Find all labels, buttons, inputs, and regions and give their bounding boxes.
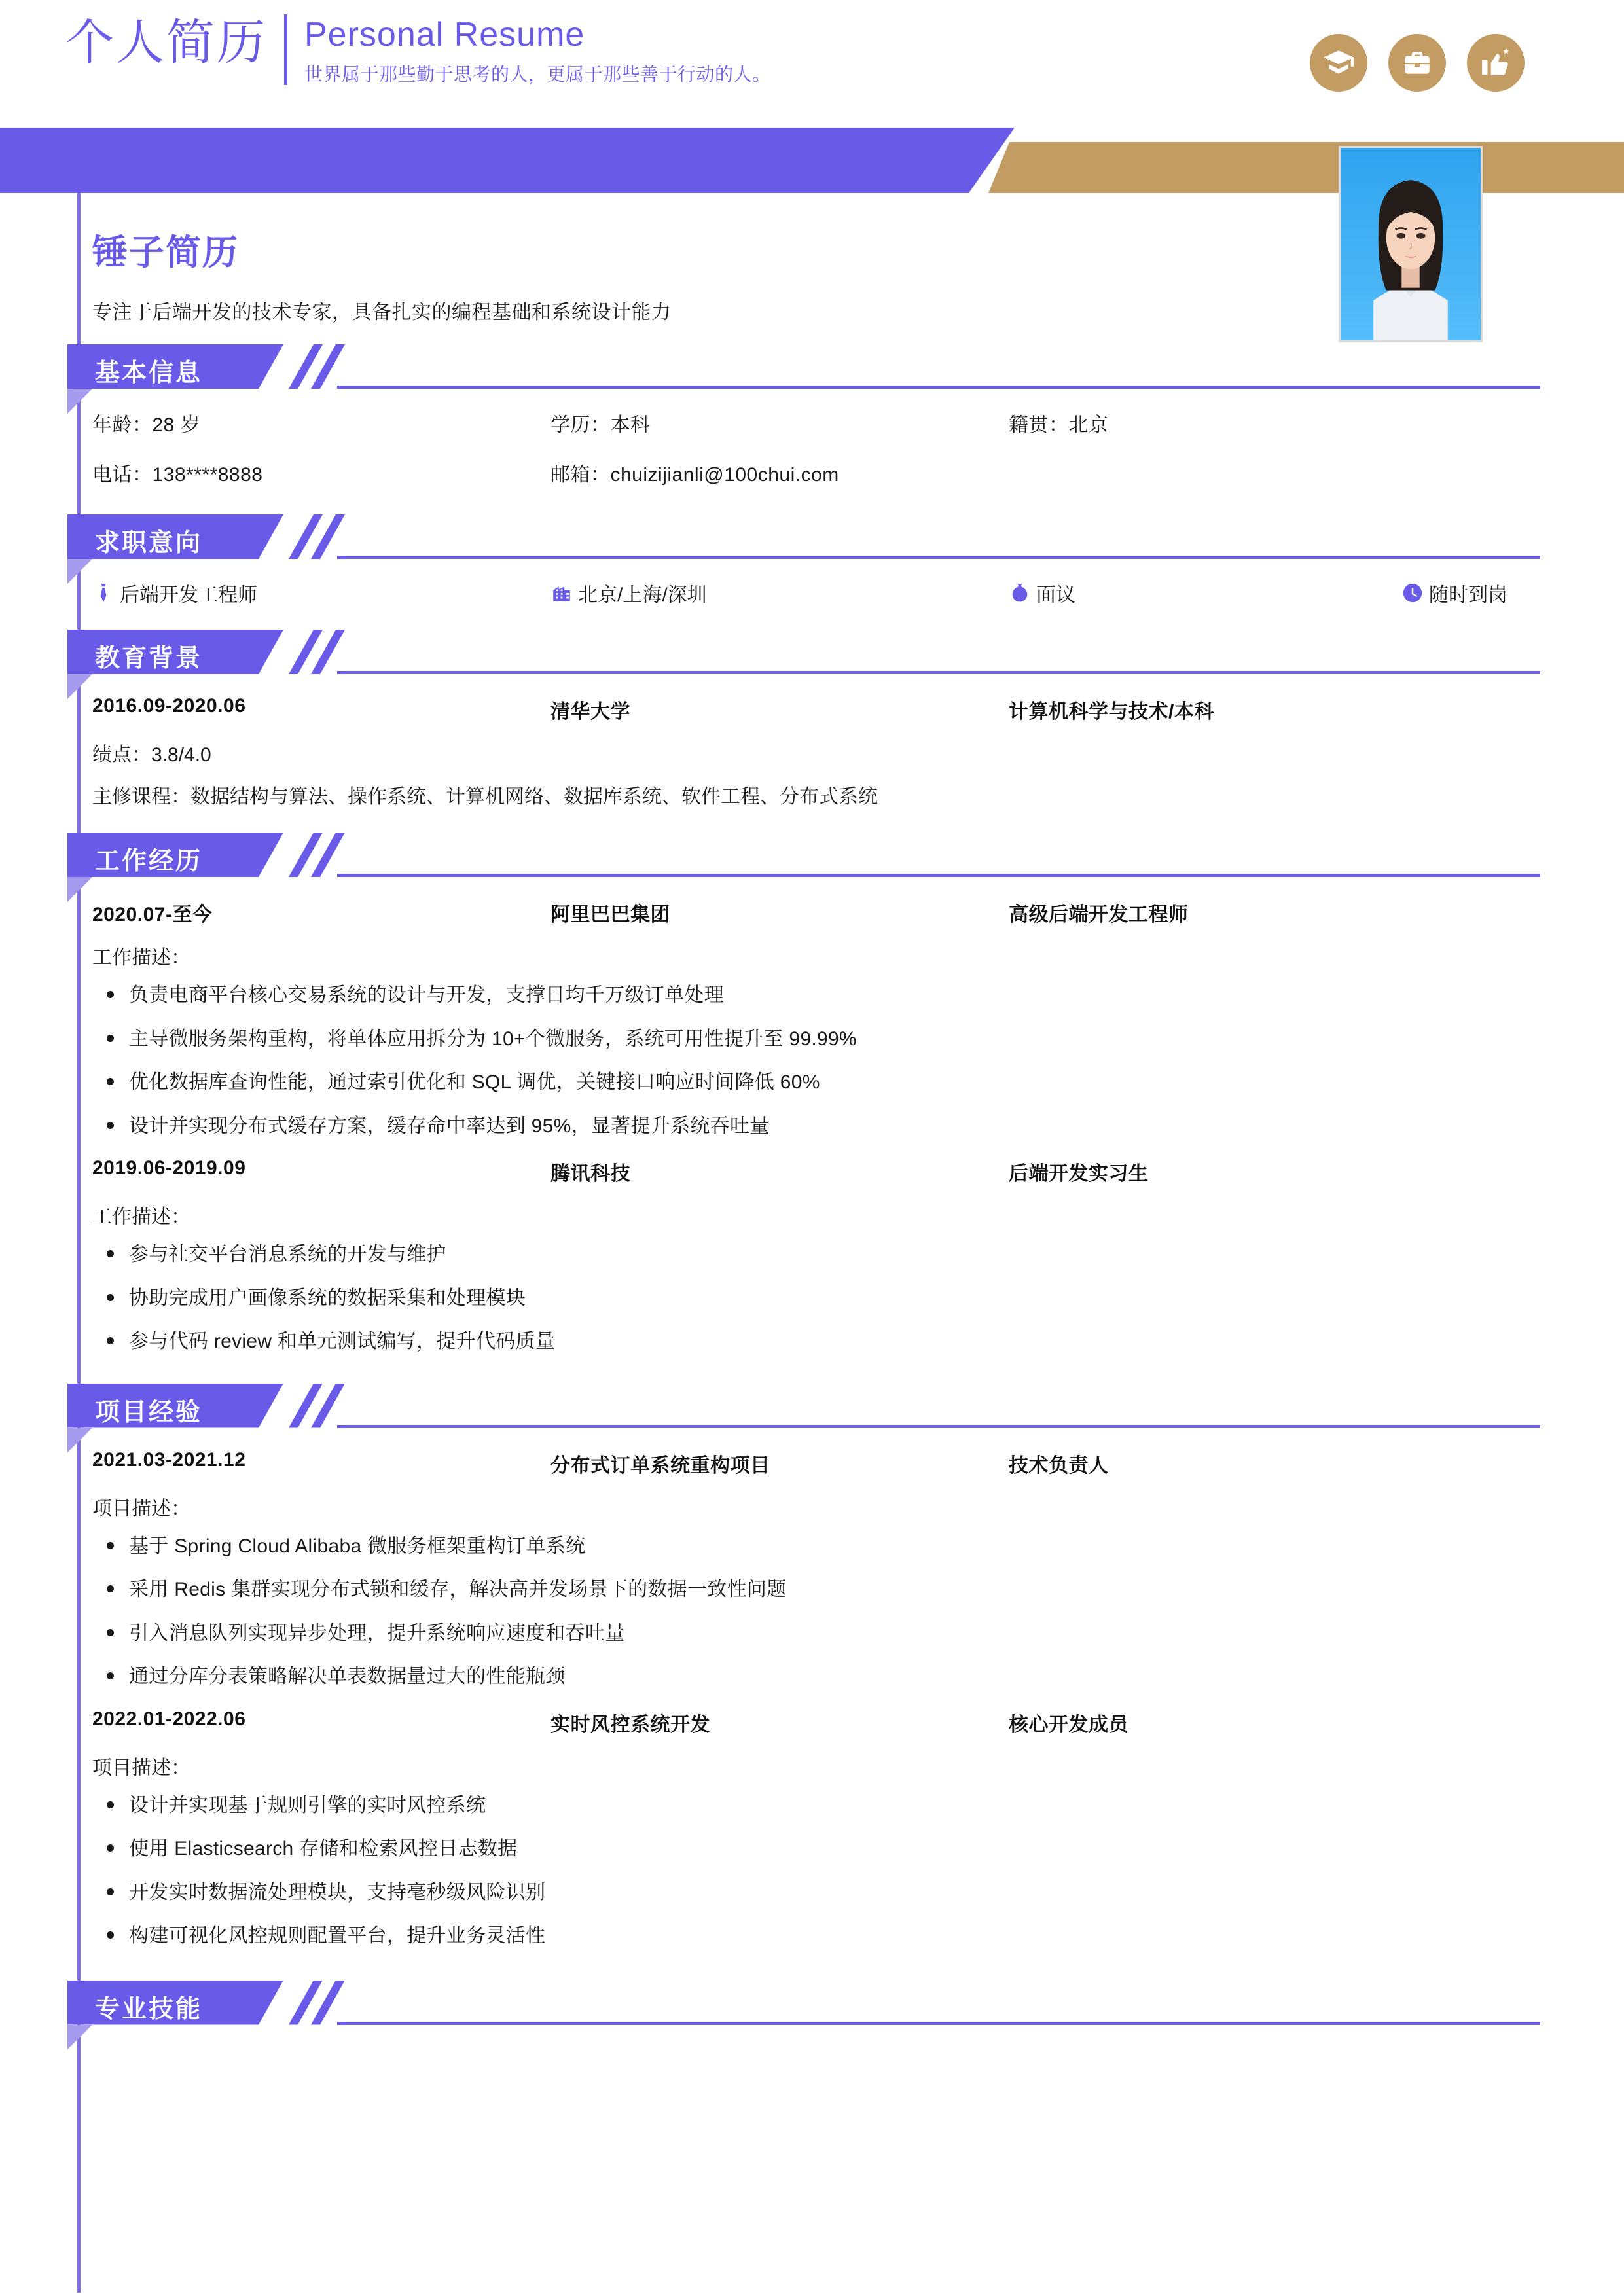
- work-bullet-list: [92, 1233, 1540, 1364]
- briefcase-icon: [1388, 34, 1446, 92]
- section-job-intent: [81, 514, 1540, 610]
- list-item: 通过分库分表策略解决单表数据量过大的性能瓶颈: [92, 1655, 1540, 1699]
- section-project-experience: [81, 1384, 1540, 1958]
- list-item: 基于 Spring Cloud Alibaba 微服务框架重构订单系统: [92, 1525, 1540, 1569]
- list-item: 引入消息队列实现异步处理，提升系统响应速度和吞吐量: [92, 1612, 1540, 1656]
- content-column: [81, 193, 1540, 2025]
- job-intent-availability: [1401, 579, 1507, 607]
- section-title: 工作经历: [95, 848, 203, 875]
- job-intent-salary: [1009, 579, 1401, 607]
- basic-info-age: 年龄：28 岁: [92, 414, 201, 436]
- work-company: 腾讯科技: [550, 1163, 630, 1185]
- section-work-experience: [81, 833, 1540, 1364]
- section-title: 专业技能: [95, 1995, 203, 2023]
- job-intent-position-label: 后端开发工程师: [120, 584, 257, 606]
- list-item: 协助完成用户画像系统的数据采集和处理模块: [92, 1277, 1540, 1321]
- avatar: [1339, 146, 1483, 342]
- list-item: 负责电商平台核心交易系统的设计与开发，支撑日均千万级订单处理: [92, 974, 1540, 1018]
- project-role: 核心开发成员: [1009, 1713, 1128, 1736]
- education-major: 计算机科学与技术/本科: [1009, 701, 1214, 723]
- section-rule: [337, 386, 1540, 389]
- profile-header: [81, 193, 1540, 325]
- project-role: 技术负责人: [1009, 1454, 1109, 1477]
- job-intent-salary-label: 面议: [1036, 584, 1075, 606]
- list-item: 设计并实现基于规则引擎的实时风控系统: [92, 1784, 1540, 1828]
- section-title: 求职意向: [95, 529, 203, 557]
- project-entry-header: [92, 1699, 1540, 1742]
- section-rule: [337, 556, 1540, 559]
- masthead-title-en: Personal Resume: [304, 16, 585, 54]
- masthead-subtitle: 世界属于那些勤于思考的人，更属于那些善于行动的人。: [304, 63, 771, 84]
- list-item: 参与代码 review 和单元测试编写，提升代码质量: [92, 1320, 1540, 1364]
- building-icon: [550, 582, 573, 604]
- section-body: [81, 1428, 1540, 1958]
- project-name: 分布式订单系统重构项目: [550, 1454, 770, 1477]
- project-bullet-list: [92, 1784, 1540, 1958]
- job-intent-row: [92, 571, 1540, 610]
- masthead-title-group: [65, 14, 771, 86]
- section-body: [81, 674, 1540, 813]
- education-school: 清华大学: [550, 701, 630, 723]
- masthead-divider: [284, 14, 287, 85]
- profile-name: 锤子简历: [92, 233, 239, 272]
- section-basic-info: [81, 344, 1540, 495]
- project-date: 2022.01-2022.06: [92, 1708, 246, 1730]
- basic-info-degree: 学历：本科: [550, 414, 651, 436]
- project-name: 实时风控系统开发: [550, 1713, 710, 1736]
- section-header: [81, 514, 1540, 559]
- project-desc-label: 项目描述：: [92, 1757, 190, 1779]
- necktie-icon: [92, 582, 115, 604]
- work-entry-header: [92, 1148, 1540, 1191]
- list-item: 使用 Elasticsearch 存储和检索风控日志数据: [92, 1827, 1540, 1871]
- thumbs-up-star-icon: [1467, 34, 1525, 92]
- education-entry-header: [92, 686, 1540, 729]
- section-header: [81, 344, 1540, 389]
- section-body: [81, 389, 1540, 495]
- basic-info-row: [92, 401, 1540, 445]
- masthead-text-group: [304, 14, 771, 86]
- section-rule: [337, 1425, 1540, 1428]
- basic-info-row: [92, 450, 1540, 495]
- section-body: [81, 877, 1540, 1364]
- section-rule: [337, 671, 1540, 674]
- basic-info-blank: [1009, 450, 1467, 495]
- work-bullet-list: [92, 974, 1540, 1148]
- education-date: 2016.09-2020.06: [92, 695, 246, 717]
- list-item: 参与社交平台消息系统的开发与维护: [92, 1233, 1540, 1277]
- section-title: 项目经验: [95, 1398, 203, 1426]
- list-item: 开发实时数据流处理模块，支持毫秒级风险识别: [92, 1871, 1540, 1915]
- education-courses: 主修课程：数据结构与算法、操作系统、计算机网络、数据库系统、软件工程、分布式系统: [92, 786, 878, 808]
- page-body: [0, 193, 1624, 2025]
- project-bullet-list: [92, 1525, 1540, 1699]
- profile-tagline: 专注于后端开发的技术专家，具备扎实的编程基础和系统设计能力: [92, 302, 672, 323]
- section-header: [81, 1384, 1540, 1428]
- project-desc-label: 项目描述：: [92, 1498, 190, 1520]
- work-date: 2020.07-至今: [92, 904, 213, 925]
- list-item: 设计并实现分布式缓存方案，缓存命中率达到 95%，显著提升系统吞吐量: [92, 1105, 1540, 1149]
- masthead-title-cn: 个人简历: [65, 15, 267, 69]
- work-role: 后端开发实习生: [1009, 1163, 1149, 1185]
- basic-info-phone: 电话：138****8888: [92, 464, 263, 486]
- masthead-icon-group: [1310, 34, 1525, 92]
- education-gpa: 绩点：3.8/4.0: [92, 744, 211, 766]
- work-company: 阿里巴巴集团: [550, 904, 670, 925]
- banner-purple-shape: [0, 128, 1015, 193]
- banner-gold-shape: [988, 142, 1624, 193]
- section-header: [81, 1981, 1540, 2025]
- work-date: 2019.06-2019.09: [92, 1157, 246, 1179]
- list-item: 主导微服务架构重构，将单体应用拆分为 10+个微服务，系统可用性提升至 99.99%: [92, 1018, 1540, 1062]
- clock-icon: [1401, 582, 1424, 604]
- section-title: 教育背景: [95, 645, 203, 672]
- basic-info-email: 邮箱：chuizijianli@100chui.com: [550, 464, 839, 486]
- basic-info-hometown: 籍贯：北京: [1009, 414, 1109, 436]
- section-rule: [337, 874, 1540, 877]
- work-desc-label: 工作描述：: [92, 1206, 190, 1228]
- money-bag-icon: [1009, 582, 1031, 604]
- work-role: 高级后端开发工程师: [1009, 904, 1189, 925]
- work-entry-header: [92, 889, 1540, 932]
- job-intent-city-label: 北京/上海/深圳: [578, 584, 707, 606]
- graduation-cap-icon: [1310, 34, 1367, 92]
- section-header: [81, 630, 1540, 674]
- project-entry-header: [92, 1440, 1540, 1483]
- work-desc-label: 工作描述：: [92, 947, 190, 969]
- list-item: 采用 Redis 集群实现分布式锁和缓存，解决高并发场景下的数据一致性问题: [92, 1568, 1540, 1612]
- section-title: 基本信息: [95, 359, 203, 387]
- job-intent-position: [92, 579, 550, 607]
- project-date: 2021.03-2021.12: [92, 1448, 246, 1471]
- section-rule: [337, 2022, 1540, 2025]
- section-skills: [81, 1981, 1540, 2025]
- section-education: [81, 630, 1540, 813]
- list-item: 优化数据库查询性能，通过索引优化和 SQL 调优，关键接口响应时间降低 60%: [92, 1061, 1540, 1105]
- job-intent-availability-label: 随时到岗: [1429, 584, 1507, 606]
- job-intent-city: [550, 579, 1009, 607]
- masthead: [0, 0, 1624, 128]
- list-item: 构建可视化风控规则配置平台，提升业务灵活性: [92, 1914, 1540, 1958]
- section-body: [81, 559, 1540, 610]
- section-header: [81, 833, 1540, 877]
